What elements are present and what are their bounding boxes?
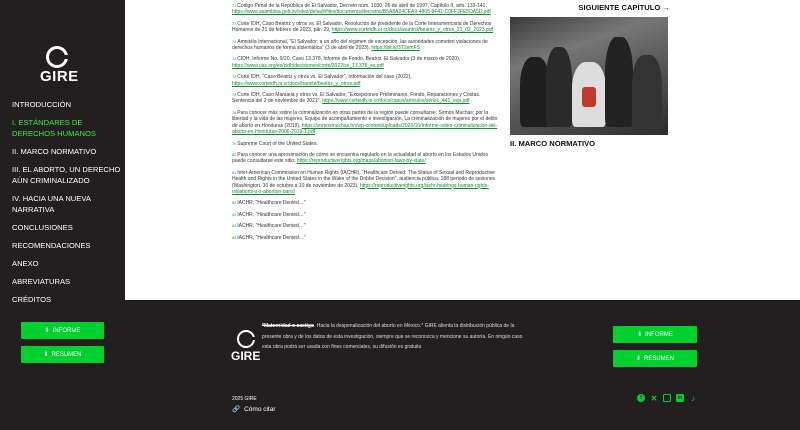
footnote: $^{72}$Corte IDH, Caso Beatriz y otros vs. El Salvador, Resolución de presidente de la Corte Interamericana de Derechos Humanos de 21 de febrero de 2023, pár. 29, https://www.corteidh.or.cr/docs/asuntos/beatriz_y_otros_21_02_2023.pdf xyxy=(232,20,494,34)
main-content xyxy=(125,0,800,300)
nav-item-introduccion[interactable]: INTRODUCCIÓN xyxy=(12,100,72,109)
footnote-link[interactable]: https://www.corteidh.or.cr/docs/asuntos/beatriz_y_otros_21_02_2023.pdf xyxy=(331,27,494,34)
download-icon: ⬇ xyxy=(44,328,50,334)
nav-item-nueva-narrativa[interactable]: IV. HACIA UNA NUEVA NARRATIVA xyxy=(12,194,91,214)
footer-legal-text: *Maternidad o castigo. Hacia la despenalización del aborto en México.* GIRE alienta la distribución pública de la presente obra y de los datos de esta investigación, siempre que se reconozca y mencione su autoría. En ningún caso esta obra podrá ser usada con fines comerciales, su difusión es gratuita xyxy=(262,323,523,350)
arrow-right-icon: → xyxy=(662,3,670,12)
sidebar-informe-button[interactable]: ⬇ INFORME xyxy=(21,322,104,339)
footnote: $^{76}$Corte IDH, Caso Manuela y otros vs. El Salvador, "Excepciones Preliminares, Fondo, Reparaciones y Costas. Sentencia del 2 de noviembre de 2021", https://www.corteidh.or.cr/docs/casos/articulos/seriec_441_esp.pdf xyxy=(232,92,481,105)
nav-item-marco-normativo[interactable]: II. MARCO NORMATIVO xyxy=(12,147,97,156)
footnote: $^{82}$IACHR, "Healthcare Denied…" xyxy=(232,200,306,207)
nav-item-recomendaciones[interactable]: RECOMENDACIONES xyxy=(12,241,91,250)
footer-informe-button[interactable]: ⬇ INFORME xyxy=(613,326,697,343)
logo-mark-icon xyxy=(237,330,255,348)
logo-text: GIRE xyxy=(231,349,261,363)
footnote: $^{78}$Para conocer más sobre la criminalización en otras partes de la región puede consultarse: Somos Muchas: por la libertad y la vida de las mujeres, Equipo de acompañamiento e investigación, La criminalización de mujeres por el delito de aborto en Honduras (2019), https://somosmuchas.hn/wp-content/uploads/2020/10/Informe-sobre-criminalizacion-del-aborto-en-Honduras-2006-2019-1.pdf xyxy=(232,109,498,136)
footnote: $^{81}$Inter-American Commission on Human Rights (IACHR), "Healthcare Denied: The Status of Sexual and Reproductive Health and Rights in the United States in the Wake of the Dobbs Decision", audiencia pública, 188 periodo de sesiones (Washington, 30 de octubre a 10 de noviembre de 2023), https://reproductiverights.org/iachr-hearings-human-rights-violations-u-s-abortion-bans/ xyxy=(232,169,496,195)
nav-item-conclusiones[interactable]: CONCLUSIONES xyxy=(12,223,73,232)
nav-item-abreviaturas[interactable]: ABREVIATURAS xyxy=(12,277,71,286)
x-icon[interactable]: ✕ xyxy=(650,393,658,403)
footnote-link[interactable]: https://www.corteidh.or.cr/docs/tramite/beatriz_y_otros.pdf xyxy=(232,80,361,87)
footnote: $^{80}$Para conocer una aproximación de cómo se encuentra regulado en la actualidad el aborto en los Estados Unidos puede consultarse este sitio: https://reproductiverights.org/maps/abortion-laws-by-state/ xyxy=(232,151,488,165)
footnote: $^{73}$Amnistía Internacional, "El Salvador: a un año del régimen de excepción, las autoridades cometen violaciones de derechos humanos de forma sistemática" (3 de abril de 2023), https://bit.ly/3T2emFS xyxy=(232,38,488,52)
nav-item-aborto-criminalizado[interactable]: III. EL ABORTO, UN DERECHO AÚN CRIMINALIZADO xyxy=(12,165,121,185)
social-links xyxy=(637,394,697,402)
footnote-link[interactable]: https://www.asamblea.gob.sv/sites/default/files/documents/decretos/B5A8A24CEA9-4805-9F41-C0FF2FE5DA5D.pdf xyxy=(232,9,491,16)
footnote: $^{75}$Corte IDH, "Caso Beatriz y otros vs. El Salvador", Información del caso (2022), https://www.corteidh.or.cr/docs/tramite/beatriz_y_otros.pdf xyxy=(232,74,412,87)
download-icon: ⬇ xyxy=(635,356,641,362)
next-chapter-link[interactable]: SIGUIENTE CAPÍTULO → xyxy=(578,3,670,12)
footnote: $^{83}$IACHR, "Healthcare Denied…" xyxy=(232,211,306,218)
footnote-link[interactable]: https://www.corteidh.or.cr/docs/casos/articulos/seriec_441_esp.pdf xyxy=(322,98,470,105)
nav-item-estandares[interactable]: I. ESTÁNDARES DE DERECHOS HUMANOS xyxy=(12,118,96,138)
cite-link[interactable]: 🔗 Cómo citar xyxy=(232,405,276,413)
footnote: $^{85}$IACHR, "Healthcare Denied…" xyxy=(232,234,306,241)
gire-logo[interactable] xyxy=(40,46,79,86)
footnote: $^{74}$CIDH, Informe No. 9/20, Caso 13.378, Informe de Fondo. Beatriz. El Salvador (3 de marzo de 2020), https://www.oas.org/es/cidh/decisiones/corte/2022/sv_13.378_es.pdf xyxy=(232,56,461,69)
linkedin-icon[interactable]: in xyxy=(677,395,683,401)
next-chapter-title[interactable]: II. MARCO NORMATIVO xyxy=(510,139,596,148)
footer-resumen-button[interactable]: ⬇ RESUMEN xyxy=(613,350,697,367)
download-icon: ⬇ xyxy=(43,352,49,358)
instagram-icon[interactable] xyxy=(663,394,671,402)
footnote: $^{71}$Código Penal de la República de El Salvador, Decreto núm. 1030, 26 de abril de 1997, Capítulo II, arts. 133-141, https://www.asamblea.gob.sv/sites/default/files/documents/decretos/B5A8A24CEA9-4805-9F41-C0FF2FE5DA5D.pdf xyxy=(232,3,491,16)
footer-gire-logo[interactable] xyxy=(231,330,265,368)
footnote-link[interactable]: https://bit.ly/3T2emFS xyxy=(371,45,420,52)
footnotes-list xyxy=(232,3,502,246)
download-icon: ⬇ xyxy=(637,332,643,338)
chapter-nav xyxy=(12,99,124,312)
footnote-link[interactable]: https://somosmuchas.hn/wp-content/uploads/2020/10/Informe-sobre-criminalizacion-del-aborto-en-Honduras-2006-2019-1.pdf xyxy=(232,122,498,136)
nav-item-anexo[interactable]: ANEXO xyxy=(12,259,39,268)
logo-mark-icon xyxy=(46,46,68,68)
copyright-year: 2025 GIRE xyxy=(232,396,257,402)
footnote-link[interactable]: https://www.oas.org/es/cidh/decisiones/corte/2022/sv_13.378_es.pdf xyxy=(232,62,384,69)
nav-item-creditos[interactable]: CRÉDITOS xyxy=(12,295,52,304)
footnote: $^{84}$IACHR, "Healthcare Denied…" xyxy=(232,223,306,230)
footnote-link[interactable]: https://reproductiverights.org/maps/abortion-laws-by-state/ xyxy=(296,158,426,165)
facebook-icon[interactable]: f xyxy=(637,394,645,402)
footnote: $^{79}$Supreme Court of the United States. xyxy=(232,140,318,147)
footer xyxy=(125,300,800,430)
sidebar xyxy=(0,0,125,430)
tiktok-icon[interactable]: ♪ xyxy=(691,393,695,403)
link-icon: 🔗 xyxy=(232,406,241,413)
logo-text: GIRE xyxy=(40,68,79,85)
footnote-link[interactable]: https://reproductiverights.org/iachr-hearings-human-rights-violations-u-s-abortion-bans/ xyxy=(232,182,489,195)
chapter-photo[interactable] xyxy=(510,17,668,135)
sidebar-resumen-button[interactable]: ⬇ RESUMEN xyxy=(21,346,104,363)
